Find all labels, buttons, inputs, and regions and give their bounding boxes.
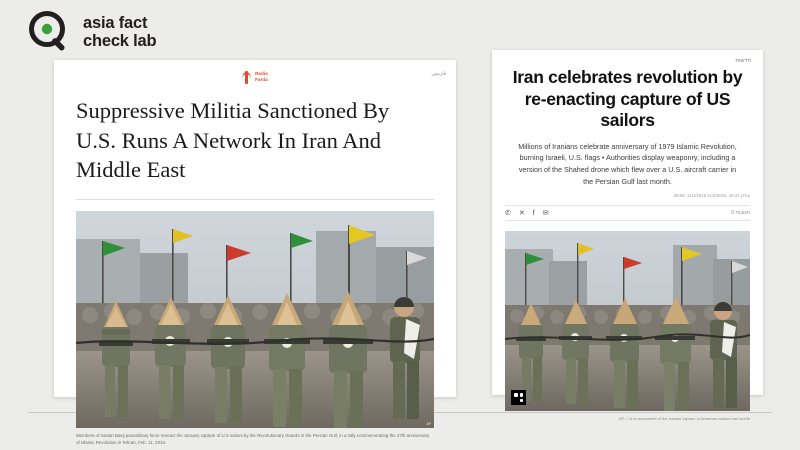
rally-photo-illustration xyxy=(76,211,434,428)
right-article-photo xyxy=(505,231,750,411)
left-article-headline: Suppressive Militia Sanctioned By U.S. Runs A Network In Iran And Middle East xyxy=(76,98,390,183)
source-name-line2: Farda xyxy=(255,77,268,82)
section-kicker: חדשות xyxy=(735,58,751,64)
right-article-card xyxy=(492,50,763,422)
share-bar xyxy=(505,205,750,221)
magnifier-logo-icon xyxy=(28,10,72,54)
left-article-caption: Members of Iranian Basij paramilitary force reenact the January capture of U.S sailors by the Revolutionary Guards in the Persian Gulf, in a rally commemorating the 37th anniversary of Islamic Revolution in Tehran, Feb. 11, 2016. xyxy=(76,433,430,445)
right-article-kicker-row xyxy=(492,50,763,64)
comments-count[interactable]: 0 תגובות xyxy=(731,210,750,217)
right-article-deck: Millions of Iranians celebrate anniversary of 1979 Islamic Revolution, burning Israeli, U.S. flags • Authorities display weaponry, including a version of the Shahed drone which flew over a U.S. aircraft carrier in the Persian Gulf last month. xyxy=(518,141,737,186)
mail-icon[interactable]: ✉ xyxy=(542,209,549,217)
right-article-timestamp: 08:08 ,11/2/2016 עודכן 10:47 ,11/2/2016 xyxy=(673,193,750,199)
brand-name xyxy=(83,14,156,51)
radio-tower-icon xyxy=(242,71,251,84)
whatsapp-icon[interactable]: ✆ xyxy=(505,209,511,217)
left-article-photo xyxy=(76,211,434,428)
brand-name-line1: asia fact xyxy=(83,13,148,32)
brand-name-line2: check lab xyxy=(83,32,157,50)
headline-divider xyxy=(76,199,434,200)
radio-farda-label xyxy=(255,71,268,82)
rally-photo-illustration-right xyxy=(505,231,750,411)
left-article-card xyxy=(54,60,456,445)
radio-farda-logo xyxy=(242,71,268,84)
left-article-masthead xyxy=(54,60,456,94)
right-article-headline: Iran celebrates revolution by re-enacting capture of US sailors xyxy=(512,67,743,131)
language-toggle[interactable]: فارسی xyxy=(431,71,446,77)
source-name-line1: Radio xyxy=(255,71,268,77)
facebook-icon[interactable]: f xyxy=(532,209,535,217)
right-article-caption: AP / / A re-enactment of the Iranian capture of American sailors last month xyxy=(618,416,750,422)
brand-header xyxy=(28,10,156,54)
x-twitter-icon[interactable]: ✕ xyxy=(518,209,525,217)
photo-credit: AP xyxy=(426,422,431,427)
outbrain-badge-icon[interactable] xyxy=(511,390,526,405)
